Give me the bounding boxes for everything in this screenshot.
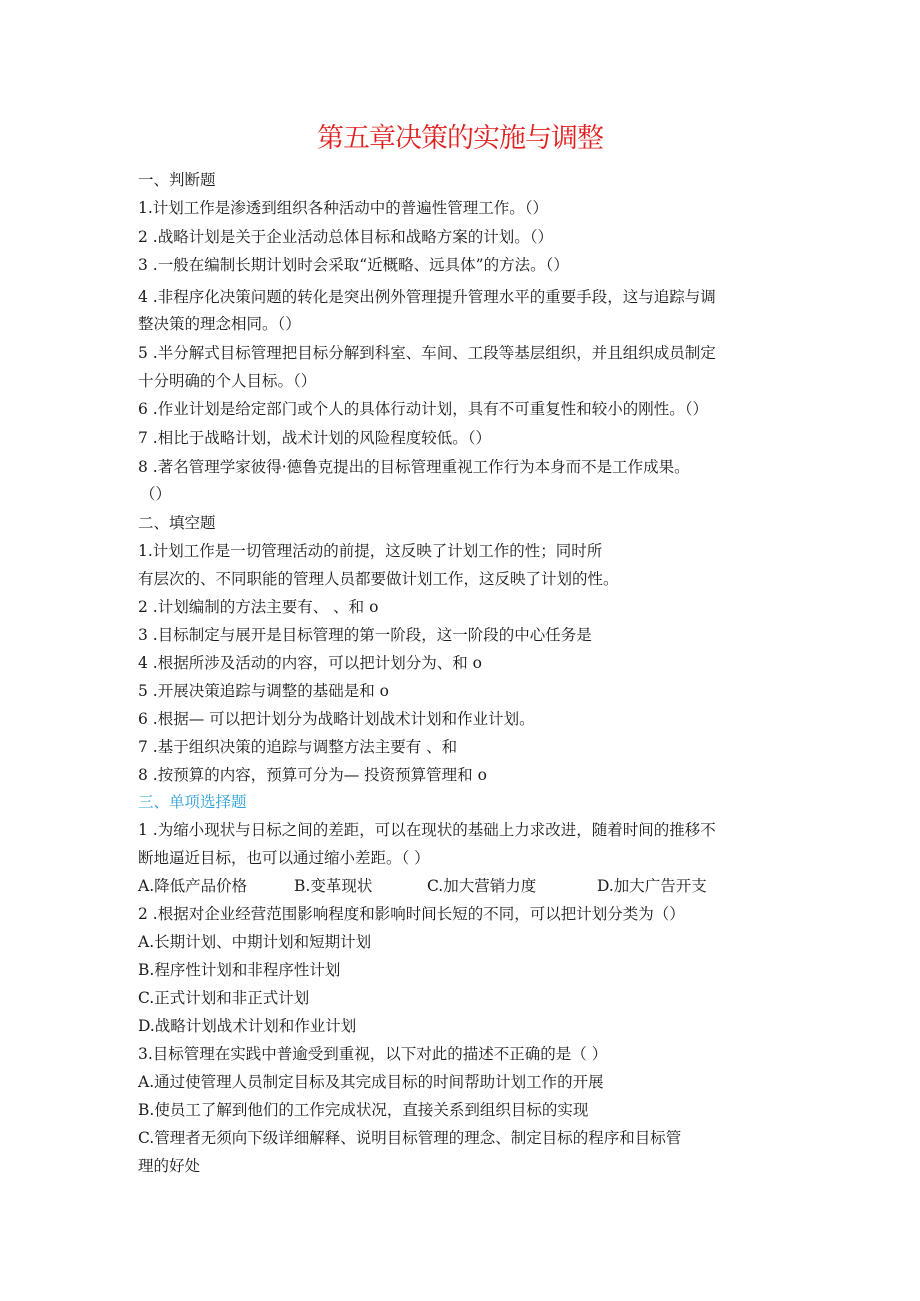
choice-question-1-cont: 断地逼近目标，也可以通过缩小差距。（ ）: [138, 849, 430, 867]
option-b: B.程序性计划和非程序性计划: [138, 961, 341, 979]
judge-line: 十分明确的个人目标。（）: [138, 372, 317, 390]
judge-line: 4 .非程序化决策问题的转化是突出例外管理提升管理水平的重要手段，这与追踪与调: [138, 288, 716, 306]
option-c: C.正式计划和非正式计划: [138, 989, 310, 1007]
choice-question-1: 1 .为缩小现状与日标之间的差距，可以在现状的基础上力求改进，随着时间的推移不: [138, 821, 716, 839]
option-a: A.长期计划、中期计划和短期计划: [138, 933, 372, 951]
section-heading-fill: 二、填空题: [138, 514, 216, 532]
judge-line: 3 .一般在编制长期计划时会采取“近概略、远具体”的方法。（）: [138, 256, 569, 274]
section-heading-choice: 三、单项选择题: [138, 793, 247, 811]
judge-line: 5 .半分解式目标管理把目标分解到科室、车间、工段等基层组织，并且组织成员制定: [138, 344, 716, 362]
fill-line: 2 .计划编制的方法主要有、 、和 o: [138, 598, 379, 616]
option-b: B.使员工了解到他们的工作完成状况，直接关系到组织目标的实现: [138, 1101, 589, 1119]
option-c: C.加大营销力度: [427, 877, 537, 895]
option-d: D.加大广告开支: [597, 877, 707, 895]
option-c-cont: 理的好处: [138, 1157, 201, 1175]
fill-line: 4 .根据所涉及活动的内容，可以把计划分为、和 o: [138, 654, 482, 672]
choice-question-2: 2 .根据对企业经营范围影响程度和影响时间长短的不同，可以把计划分类为（）: [138, 905, 685, 923]
judge-line: 6 .作业计划是给定部门或个人的具体行动计划，具有不可重复性和较小的刚性。（）: [138, 400, 708, 418]
option-a: A.通过使管理人员制定目标及其完成目标的时间帮助计划工作的开展: [138, 1073, 604, 1091]
judge-line: 1.计划工作是渗透到组织各种活动中的普遍性管理工作。（）: [138, 199, 549, 217]
fill-line: 5 .开展决策追踪与调整的基础是和 o: [138, 682, 389, 700]
fill-line: 3 .目标制定与展开是目标管理的第一阶段，这一阶段的中心任务是: [138, 626, 592, 644]
option-c: C.管理者无须向下级详细解释、说明目标管理的理念、制定目标的程序和目标管: [138, 1129, 682, 1147]
fill-line: 8 .按预算的内容，预算可分为— 投资预算管理和 o: [138, 766, 487, 784]
page-title: 第五章决策的实施与调整: [317, 123, 603, 154]
judge-line: 7 .相比于战略计划，战术计划的风险程度较低。（）: [138, 429, 491, 447]
judge-line: （）: [140, 485, 172, 503]
option-b: B.变革现状: [294, 877, 373, 895]
choice-q1-options: [138, 876, 707, 896]
option-d: D.战略计划战术计划和作业计划: [138, 1017, 357, 1035]
judge-line: 整决策的理念相同。（）: [138, 315, 301, 333]
fill-line: 1.计划工作是一切管理活动的前提，这反映了计划工作的性；同时所: [138, 542, 603, 560]
fill-line: 6 .根据— 可以把计划分为战略计划战术计划和作业计划。: [138, 710, 535, 728]
choice-question-3: 3.目标管理在实践中普逾受到重视，以下对此的描述不正确的是（ ）: [138, 1045, 608, 1063]
judge-line: 2 .战略计划是关于企业活动总体目标和战略方案的计划。（）: [138, 228, 553, 246]
option-a: A.降低产品价格: [138, 877, 248, 895]
fill-line: 7 .基于组织决策的追踪与调整方法主要有 、和: [138, 738, 458, 756]
fill-line: 有层次的、不同职能的管理人员都要做计划工作，这反映了计划的性。: [138, 570, 619, 588]
judge-line: 8 .著名管理学家彼得·德鲁克提出的目标管理重视工作行为本身而不是工作成果。: [138, 458, 690, 476]
section-heading-judge: 一、判断题: [138, 171, 216, 189]
